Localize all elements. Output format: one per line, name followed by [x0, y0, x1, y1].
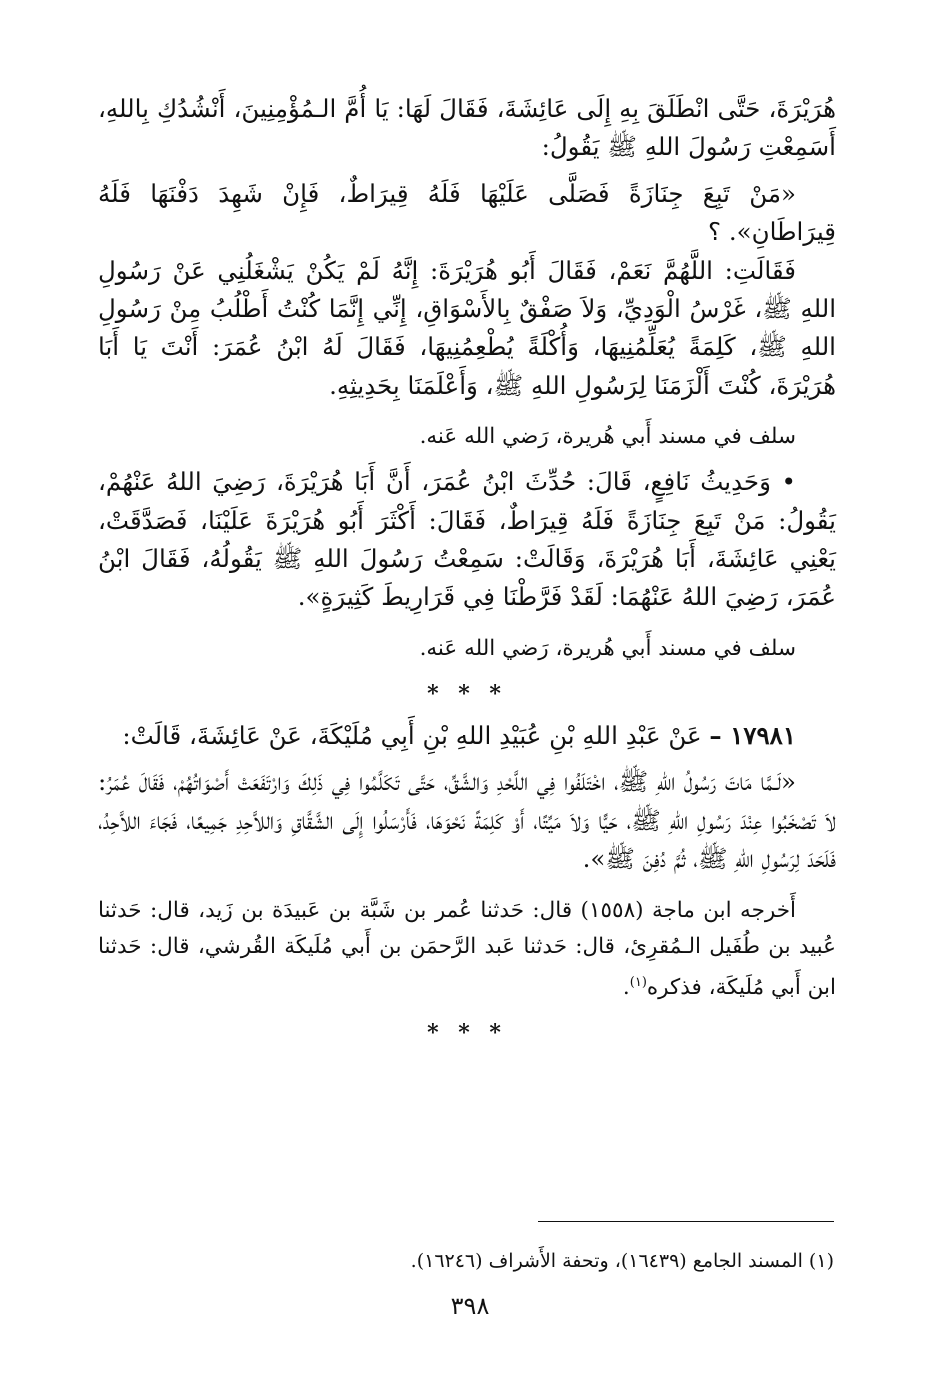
- hadith-quote: «مَنْ تَبِعَ جِنَازَةً فَصَلَّى عَلَيْهَا فَلَهُ قِيرَاطٌ، فَإِنْ شَهِدَ دَفْنَهَا فَلَهُ قِيرَاطَانِ». ؟: [98, 178, 836, 247]
- hadith-number: ١٧٩٨١ –: [709, 720, 796, 750]
- paragraph-nafi-hadith: • وَحَدِيثُ نَافِعٍ، قَالَ: حُدِّثَ ابْنُ عُمَرَ، أَنَّ أَبَا هُرَيْرَةَ، رَضِيَ اللهُ عَنْهُمْ، يَقُولُ: مَنْ تَبِعَ جِنَازَةً فَلَهُ قِيرَاطٌ، فَقَالَ: أَكْثَرَ أَبُو هُرَيْرَةَ عَلَيْنَا، فَصَدَّقَتْ، يَعْنِي عَائِشَةَ، أَبَا هُرَيْرَةَ، وَقَالَتْ: سَمِعْتُ رَسُولَ اللهِ ﷺ يَقُولُهُ، فَقَالَ ابْنُ عُمَرَ، رَضِيَ اللهُ عَنْهُمَا: لَقَدْ فَرَّطْنَا فِي قَرَارِيطَ كَثِيرَةٍ».: [98, 467, 836, 612]
- takhrij-note: [98, 893, 836, 1006]
- section-divider-stars: * * *: [427, 680, 507, 707]
- hadith-isnad: عَنْ عَبْدِ اللهِ بْنِ عُبَيْدِ اللهِ بْنِ أَبِي مُلَيْكَةَ، عَنْ عَائِشَةَ، قَالَتْ:: [122, 720, 710, 750]
- paragraph-narration: فَقَالَتِ: اللَّهُمَّ نَعَمْ، فَقَالَ أَبُو هُرَيْرَةَ: إِنَّهُ لَمْ يَكُنْ يَشْغَلُنِي عَنْ رَسُولِ اللهِ ﷺ، غَرْسُ الْوَدِيِّ، وَلاَ صَفْقٌ بِالأَسْوَاقِ، إِنِّي إِنَّمَا كُنْتُ أَطْلُبُ مِنْ رَسُولِ اللهِ ﷺ، كَلِمَةً يُعَلِّمُنِيهَا، وَأُكْلَةً يُطْعِمُنِيهَا، فَقَالَ لَهُ ابْنُ عُمَرَ: أَنْتَ يَا أَبَا هُرَيْرَةَ، كُنْتَ أَلْزَمَنَا لِرَسُولِ اللهِ ﷺ، وَأَعْلَمَنَا بِحَدِيثِهِ.: [98, 255, 836, 400]
- reference-note: سلف في مسند أَبي هُريرة، رَضي الله عَنه.: [419, 424, 796, 450]
- takhrij-end: .: [622, 974, 630, 1000]
- hadith-heading: [98, 717, 836, 755]
- footnote-marker: (١): [629, 974, 647, 990]
- page-body: [98, 90, 836, 1056]
- paragraph-continuation: هُرَيْرَةَ، حَتَّى انْطَلَقَ بِهِ إِلَى عَائِشَةَ، فَقَالَ لَهَا: يَا أُمَّ الـمُؤْمِنِينَ، أَنْشُدُكِ بِاللهِ، أَسَمِعْتِ رَسُولَ اللهِ ﷺ يَقُولُ:: [98, 94, 836, 162]
- takhrij-text: أَخرجه ابن ماجة (١٥٥٨) قال: حَدثنا عُمر بن شَبَّة بن عَبيدَة بن زَيد، قال: حَدثنا عُبيد بن طُفَيل الـمُقرِئ، قال: حَدثنا عَبد الرَّحمَن بن أَبي مُلَيكَة القُرشي، قال: حَدثنا ابن أَبي مُلَيكَة، فذكره: [98, 897, 836, 1000]
- section-divider-stars: * * *: [427, 1019, 507, 1046]
- footnote-separator: [538, 1221, 834, 1222]
- hadith-matn: «لَـمَّا مَاتَ رَسُولُ اللهِ ﷺ، اخْتَلَفُوا فِي اللَّحْدِ وَالشَّقِّ، حَتَّى تَكَلَّمُوا فِي ذَلِكَ وَارْتَفَعَتْ أَصْوَاتُهُمْ، فَقَالَ عُمَرُ: لاَ تَصْخَبُوا عِنْدَ رَسُولِ اللهِ ﷺ، حَيًّا وَلاَ مَيِّتًا، أَوْ كَلِمَةً نَحْوَهَا، فَأَرْسَلُوا إِلَى الشَّقَّاقِ وَاللاَّحِدِ جَمِيعًا، فَجَاءَ اللاَّحِدُ، فَلَحَدَ لِرَسُولِ اللهِ ﷺ، ثُمَّ دُفِنَ ﷺ».: [98, 767, 836, 874]
- footnote: (١) المسند الجامع (١٦٤٣٩)، وتحفة الأَشراف (١٦٢٤٦).: [410, 1250, 834, 1272]
- page-number: ٣٩٨: [450, 1292, 490, 1320]
- reference-note: سلف في مسند أَبي هُريرة، رَضي الله عَنه.: [419, 635, 796, 661]
